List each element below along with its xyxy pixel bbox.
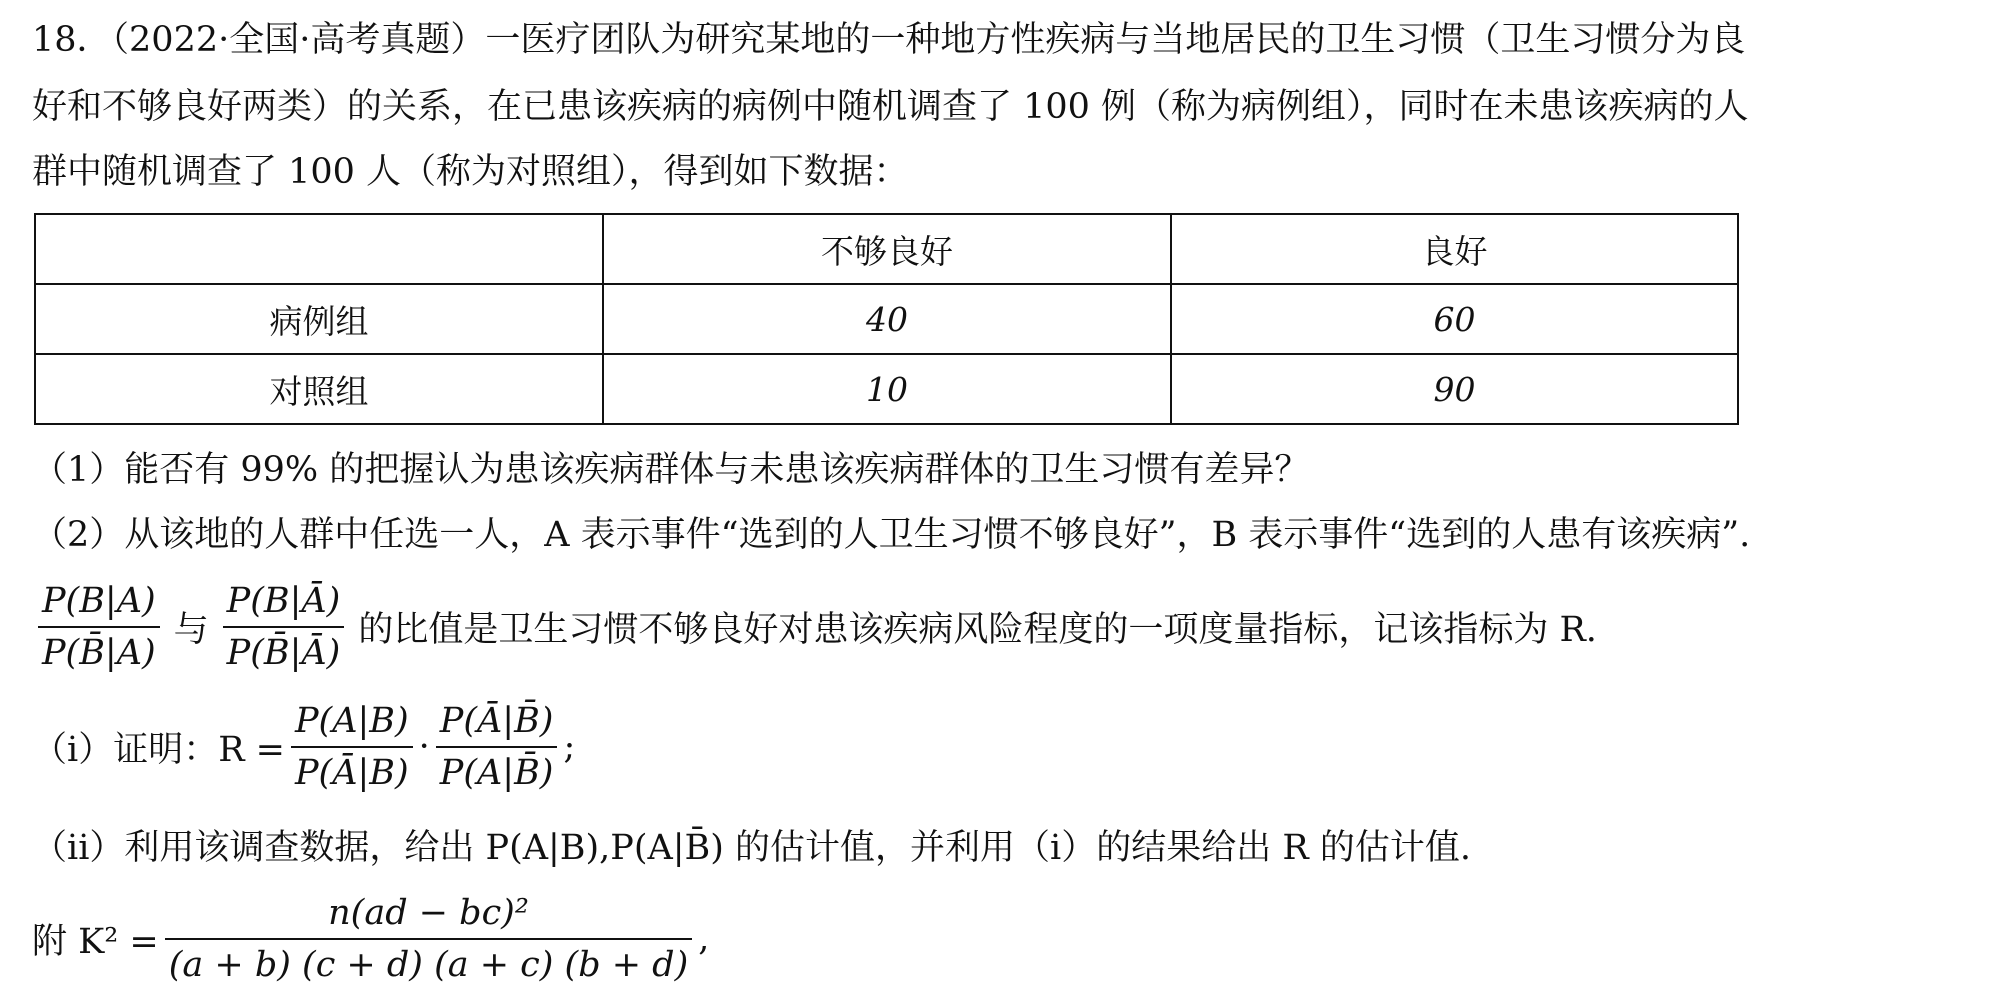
formula-prefix: 附 K² = — [32, 922, 159, 962]
chi-square-formula-row — [32, 892, 709, 986]
fraction-denominator: P(A|B̄) — [436, 746, 558, 794]
fraction-a-given-b — [291, 700, 413, 794]
multiply-dot: · — [418, 727, 430, 767]
proof-row — [32, 700, 575, 794]
connector-text: 与 — [173, 610, 209, 650]
fraction-numerator: P(B|Ā) — [226, 581, 341, 621]
formula-end-punct: , — [698, 919, 710, 959]
table-cell: 40 — [603, 284, 1171, 354]
fraction-not-a-given-not-b — [436, 700, 558, 794]
fraction-b-given-not-a — [223, 580, 345, 674]
problem-line-2: 好和不够良好两类）的关系，在已患该疾病的病例中随机调查了 100 例（称为病例组），同时在未患该疾病的人 — [32, 87, 1749, 127]
question-2: （2）从该地的人群中任选一人，A 表示事件“选到的人卫生习惯不够良好”，B 表示事件“选到的人患有该疾病”. — [32, 515, 1751, 555]
proof-end-punct: ; — [563, 727, 576, 767]
fraction-denominator: P(B̄|A) — [38, 626, 160, 674]
table-header-cell: 良好 — [1171, 214, 1738, 284]
table-cell: 60 — [1171, 284, 1738, 354]
problem-line-3: 群中随机调查了 100 人（称为对照组），得到如下数据： — [32, 152, 909, 192]
fraction-denominator: P(Ā|B) — [291, 746, 413, 794]
proof-prefix: （i）证明：R = — [32, 730, 285, 770]
fraction-numerator: n(ad − bc)² — [328, 893, 529, 933]
fraction-numerator: P(A|B) — [295, 701, 409, 741]
ratio-definition-row — [32, 580, 1597, 674]
problem-line-1: 18．（2022·全国·高考真题）一医疗团队为研究某地的一种地方性疾病与当地居民的卫生习惯（卫生习惯分为良 — [32, 20, 1746, 60]
table-cell: 90 — [1171, 354, 1738, 424]
fraction-denominator: (a + b) (c + d) (a + c) (b + d) — [165, 938, 692, 986]
ratio-description: 的比值是卫生习惯不够良好对患该疾病风险程度的一项度量指标，记该指标为 R. — [358, 610, 1597, 650]
data-table — [34, 213, 1739, 425]
row-label-control-group: 对照组 — [35, 354, 603, 424]
table-row — [35, 354, 1738, 424]
table-header-cell — [35, 214, 603, 284]
table-header-row — [35, 214, 1738, 284]
fraction-b-given-a — [38, 580, 160, 674]
fraction-numerator: P(Ā|B̄) — [439, 701, 554, 741]
table-row — [35, 284, 1738, 354]
fraction-numerator: P(B|A) — [42, 581, 156, 621]
table-cell: 10 — [603, 354, 1171, 424]
question-2-ii: （ii）利用该调查数据，给出 P(A|B),P(A|B̄) 的估计值，并利用（i）的结果给出 R 的估计值. — [32, 828, 1471, 868]
question-1: （1）能否有 99% 的把握认为患该疾病群体与未患该疾病群体的卫生习惯有差异？ — [32, 450, 1310, 490]
table-header-cell: 不够良好 — [603, 214, 1171, 284]
row-label-case-group: 病例组 — [35, 284, 603, 354]
fraction-denominator: P(B̄|Ā) — [223, 626, 345, 674]
chi-square-fraction — [165, 892, 692, 986]
